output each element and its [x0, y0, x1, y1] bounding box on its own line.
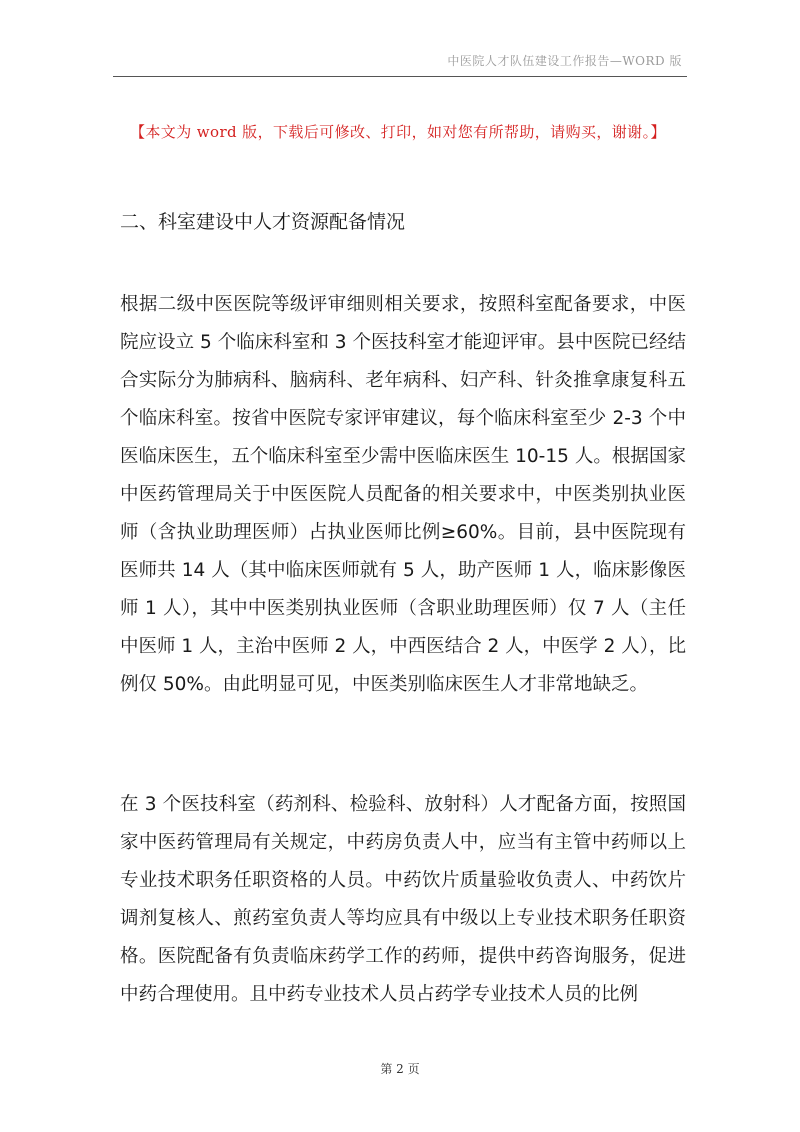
running-header: 中医院人才队伍建设工作报告—WORD 版 — [447, 54, 682, 68]
body-paragraph: 根据二级中医医院等级评审细则相关要求，按照科室配备要求，中医院应设立 5 个临床科室和 3 个医技科室才能迎评审。县中医院已经结合实际分为肺病科、脑病科、老年病科、妇产科、针灸推拿康复科五个临床科室。按省中医院专家评审建议，每个临床科室至少 2-3 个中医临床医生，五个临床科室至少需中医临床医生 10-15 人。根据国家中医药管理局关于中医医院人员配备的相关要求中，中医类别执业医师（含执业助理医师）占执业医师比例≥60%。目前，县中医院现有医师共 14 人（其中临床医师就有 5 人，助产医师 1 人，临床影像医师 1 人），其中中医类别执业医师（含职业助理医师）仅 7 人（主任中医师 1 人，主治中医师 2 人，中西医结合 2 人，中医学 2 人），比例仅 50%。由此明显可见，中医类别临床医生人才非常地缺乏。 — [120, 294, 686, 695]
header-divider — [113, 76, 687, 77]
section-heading: 二、科室建设中人才资源配备情况 — [120, 211, 406, 233]
purchase-notice: 【本文为 word 版，下载后可修改、打印，如对您有所帮助，请购买，谢谢。】 — [130, 123, 666, 141]
body-paragraph: 在 3 个医技科室（药剂科、检验科、放射科）人才配备方面，按照国家中医药管理局有关规定，中药房负责人中，应当有主管中药师以上专业技术职务任职资格的人员。中药饮片质量验收负责人、中药饮片调剂复核人、煎药室负责人等均应具有中级以上专业技术职务任职资格。医院配备有负责临床药学工作的药师，提供中药咨询服务，促进中药合理使用。且中药专业技术人员占药学专业技术人员的比例 — [120, 794, 686, 1005]
page-number: 第 2 页 — [380, 1062, 420, 1076]
